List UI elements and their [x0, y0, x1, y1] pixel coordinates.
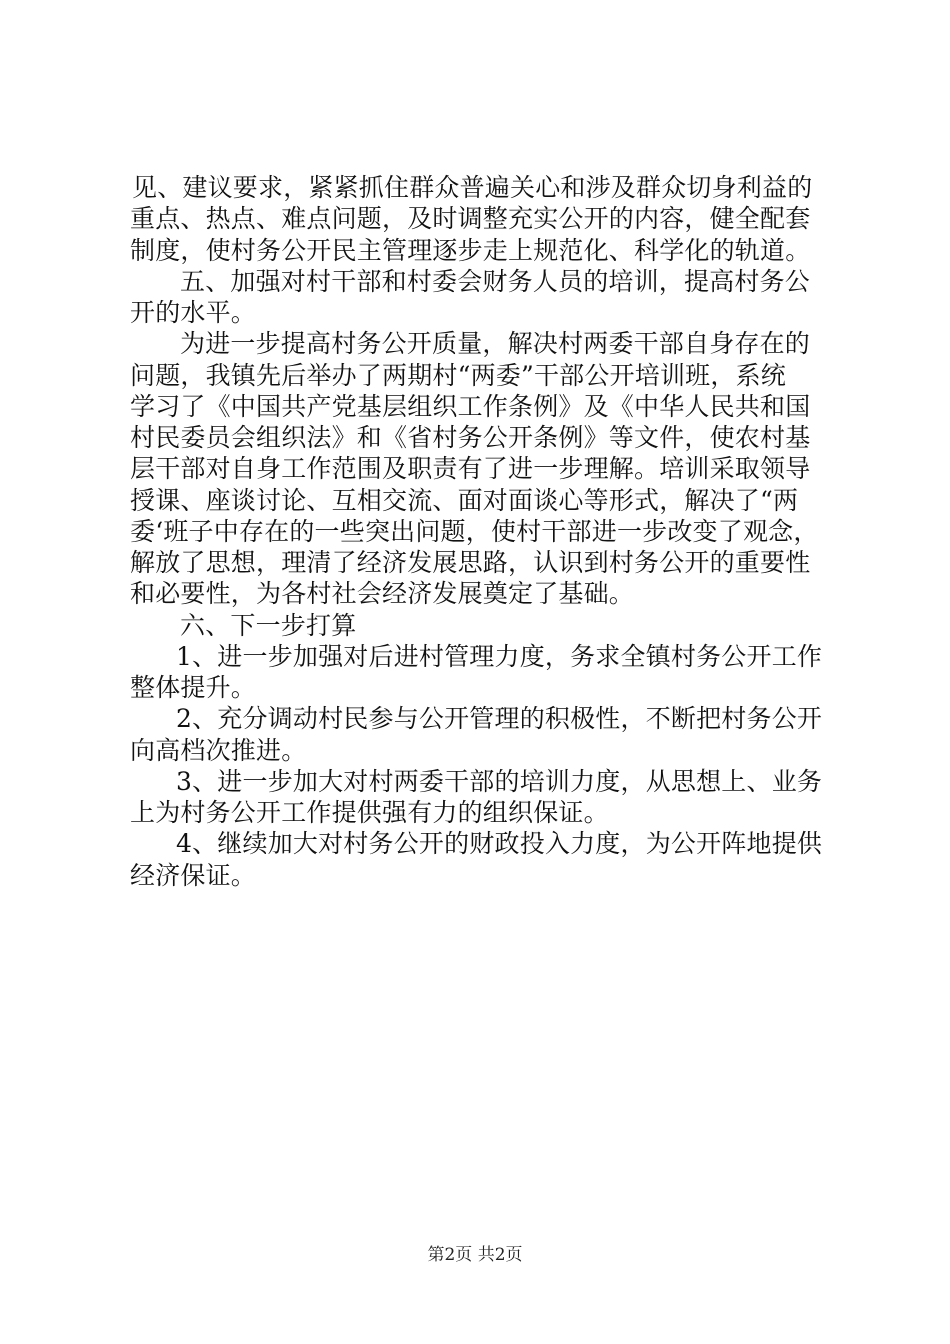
text-line: 上为村务公开工作提供强有力的组织保证。 [130, 798, 609, 827]
body-text [130, 172, 830, 891]
section-heading-5: 五、加强对村干部和村委会财务人员的培训，提高村务公 [180, 266, 811, 296]
text-line: 制度，使村务公开民主管理逐步走上规范化、科学化的轨道。 [130, 235, 811, 265]
page-number-footer: 第2页 共2页 [427, 1245, 523, 1265]
list-item-2: 2、充分调动村民参与公开管理的积极性，不断把村务公开 [176, 704, 823, 734]
text-line: 和必要性，为各村社会经济发展奠定了基础。 [130, 579, 635, 609]
section-heading-6: 六、下一步打算 [180, 610, 357, 640]
text-line: 层干部对自身工作范围及职责有了进一步理解。培训采取领导 [130, 454, 811, 484]
text-line: 经济保证。 [130, 860, 257, 890]
list-item-4: 4、继续加大对村务公开的财政投入力度，为公开阵地提供 [176, 829, 823, 859]
text-line: 村民委员会组织法》和《省村务公开条例》等文件，使农村基 [130, 423, 811, 452]
text-line: 解放了思想，理清了经济发展思路，认识到村务公开的重要性 [130, 548, 811, 577]
text-line: 向高档次推进。 [130, 735, 307, 765]
paragraph-start: 为进一步提高村务公开质量，解决村两委干部自身存在的 [180, 329, 811, 359]
text-line: 见、建议要求，紧紧抓住群众普遍关心和涉及群众切身利益的 [132, 173, 813, 202]
text-line: 学习了《中国共产党基层组织工作条例》及《中华人民共和国 [130, 391, 811, 421]
text-line: 整体提升。 [130, 673, 257, 702]
list-item-3: 3、进一步加大对村两委干部的培训力度，从思想上、业务 [176, 766, 823, 796]
text-line: 委‘班子中存在的一些突出问题，使村干部进一步改变了观念， [130, 516, 819, 546]
text-line: 问题，我镇先后举办了两期村“两委”干部公开培训班，系统 [130, 360, 786, 390]
text-line: 开的水平。 [130, 298, 257, 327]
text-line: 授课、座谈讨论、互相交流、面对面谈心等形式，解决了“两 [130, 485, 799, 515]
list-item-1: 1、进一步加强对后进村管理力度，务求全镇村务公开工作 [176, 641, 823, 671]
text-line: 重点、热点、难点问题，及时调整充实公开的内容，健全配套 [130, 204, 811, 234]
